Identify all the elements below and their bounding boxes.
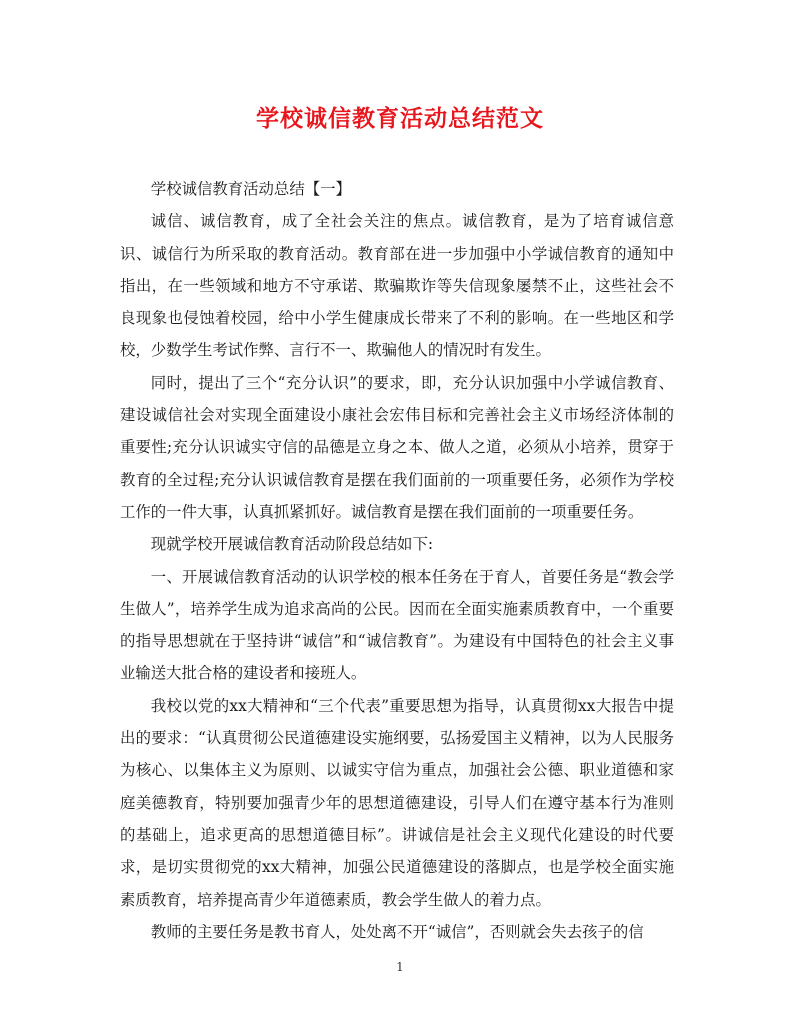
paragraph: 教师的主要任务是教书育人，处处离不开“诚信”，否则就会失去孩子的信 xyxy=(150,922,644,941)
paragraph: 同时，提出了三个“充分认识”的要求，即，充分认识加强中小学诚信教育、建设诚信社会对实现全面建设小康社会宏伟目标和完善社会主义市场经济体制的重要性;充分认识诚实守信的品德是立身之本、做人之道，必须从小培养，贯穿于教育的全过程;充分认识诚信教育是摆在我们面前的一项重要任务，必须作为学校工作的一件大事，认真抓紧抓好。诚信教育是摆在我们面前的一项重要任务。 xyxy=(120,373,674,521)
paragraph: 现就学校开展诚信教育活动阶段总结如下: xyxy=(150,535,434,554)
document-title: 学校诚信教育活动总结范文 xyxy=(256,105,544,132)
paragraph: 一、开展诚信教育活动的认识学校的根本任务在于育人，首要任务是“教会学生做人”，培养学生成为追求高尚的公民。因而在全面实施素质教育中，一个重要的指导思想就在于坚持讲“诚信”和“诚信教育”。为建设有中国特色的社会主义事业输送大批合格的建设者和接班人。 xyxy=(120,567,674,683)
section-heading: 学校诚信教育活动总结【一】 xyxy=(150,180,351,198)
document-body xyxy=(120,173,674,948)
paragraph: 诚信、诚信教育，成了全社会关注的焦点。诚信教育，是为了培育诚信意识、诚信行为所采取的教育活动。教育部在进一步加强中小学诚信教育的通知中指出，在一些领域和地方不守承诺、欺骗欺诈等失信现象屡禁不止，这些社会不良现象也侵蚀着校园，给中小学生健康成长带来了不利的影响。在一些地区和学校，少数学生考试作弊、言行不一、欺骗他人的情况时有发生。 xyxy=(120,212,674,360)
paragraph: 我校以党的xx大精神和“三个代表”重要思想为指导，认真贯彻xx大报告中提出的要求：“认真贯彻公民道德建设实施纲要，弘扬爱国主义精神，以为人民服务为核心、以集体主义为原则、以诚实守信为重点，加强社会公德、职业道德和家庭美德教育，特别要加强青少年的思想道德建设，引导人们在遵守基本行为准则的基础上，追求更高的思想道德目标”。讲诚信是社会主义现代化建设的时代要求，是切实贯彻党的xx大精神，加强公民道德建设的落脚点，也是学校全面实施素质教育，培养提高青少年道德素质，教会学生做人的着力点。 xyxy=(120,696,674,909)
page-number: 1 xyxy=(396,960,404,974)
